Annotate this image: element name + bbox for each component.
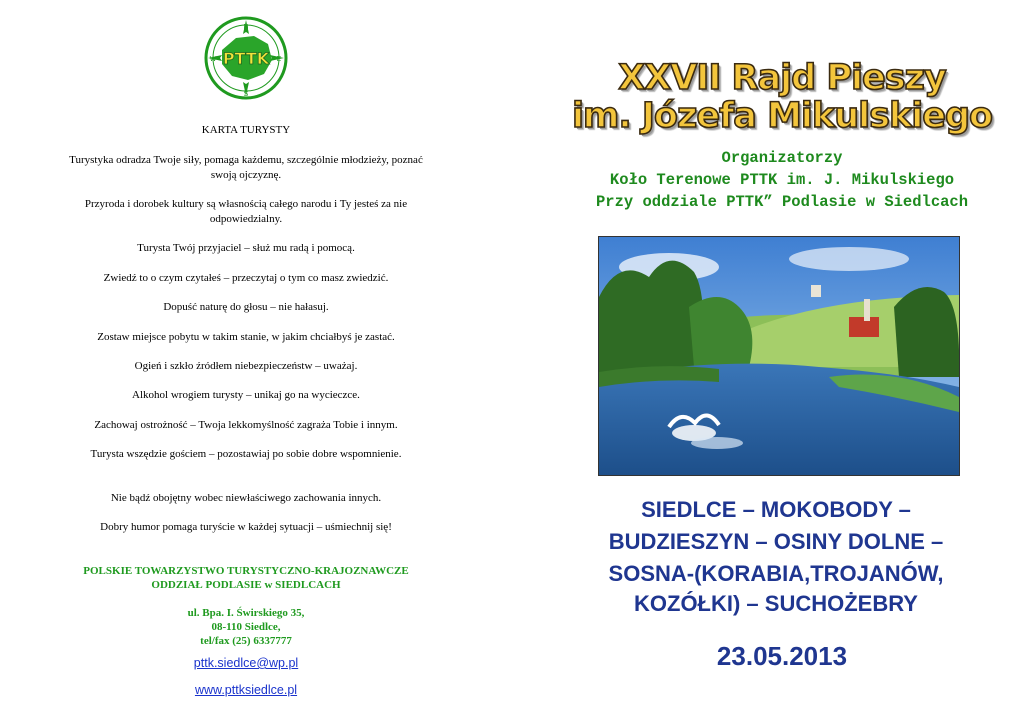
card-heading: KARTA TURYSTY: [201, 124, 291, 136]
river-landscape-image: [599, 237, 959, 475]
email-link[interactable]: pttk.siedlce@wp.pl: [193, 656, 299, 670]
pttk-logo: [202, 14, 290, 102]
organizer-line-2: Przy oddziale PTTK” Podlasie w Siedlcach: [595, 193, 969, 211]
compass-e: E: [276, 56, 282, 63]
website-link[interactable]: www.pttksiedlce.pl: [194, 683, 298, 697]
rule-5: Dopuść naturę do głosu – nie hałasuj.: [163, 301, 329, 313]
rally-title: XXVII Rajd Pieszy: [618, 58, 946, 98]
rule-6: Zostaw miejsce pobytu w takim stanie, w jakim chciałbyś je zastać.: [97, 331, 395, 343]
compass-s: S: [243, 91, 249, 98]
address-city: 08-110 Siedlce,: [211, 621, 281, 633]
compass-w: W: [209, 56, 217, 63]
compass-n: N: [243, 24, 249, 31]
route-line-3: SOSNA-(KORABIA,TROJANÓW,: [608, 561, 944, 586]
rule-11: Nie bądź obojętny wobec niewłaściwego zachowania innych.: [110, 492, 382, 504]
address-phone: tel/fax (25) 6337777: [200, 635, 292, 647]
rule-2: Przyroda i dorobek kultury są własnością całego narodu i Ty jesteś za nie odpowiedzialny.: [84, 198, 408, 225]
org-name-2: ODDZIAŁ PODLASIE w SIEDLCACH: [151, 579, 341, 591]
organizer-line-1: Koło Terenowe PTTK im. J. Mikulskiego: [609, 171, 955, 189]
right-panel: [540, 0, 1024, 724]
rally-date: 23.05.2013: [716, 641, 848, 671]
rule-4: Zwiedź to o czym czytałeś – przeczytaj o tym co masz zwiedzić.: [103, 272, 389, 284]
rule-12: Dobry humor pomaga turyście w każdej sytuacji – uśmiechnij się!: [100, 521, 392, 533]
landscape-photo: [598, 236, 960, 476]
route-line-4: KOZÓŁKI) – SUCHOŻEBRY: [634, 591, 918, 616]
rule-9: Zachowaj ostrożność – Twoja lekkomyślność zagraża Tobie i innym.: [94, 419, 398, 431]
route-line-2: BUDZIESZYN – OSINY DOLNE –: [608, 529, 944, 554]
left-panel: [40, 0, 452, 724]
rule-8: Alkohol wrogiem turysty – unikaj go na wycieczce.: [132, 389, 360, 401]
rule-3: Turysta Twój przyjaciel – służ mu radą i pomocą.: [137, 242, 355, 254]
route-line-1: SIEDLCE – MOKOBODY –: [641, 497, 911, 522]
organizers-label: Organizatorzy: [721, 149, 843, 167]
logo-text: PTTK: [222, 49, 270, 68]
rule-1: Turystyka odradza Twoje siły, pomaga każdemu, szczególnie młodzieży, poznać swoją ojczyznę.: [69, 154, 423, 181]
rally-title-patron: im. Józefa Mikulskiego: [571, 96, 993, 136]
org-name-1: POLSKIE TOWARZYSTWO TURYSTYCZNO-KRAJOZNAWCZE: [83, 565, 409, 577]
rule-10: Turysta wszędzie gościem – pozostawiaj po sobie dobre wspomnienie.: [90, 448, 402, 460]
address-street: ul. Bpa. I. Świrskiego 35,: [187, 607, 305, 619]
rule-7: Ogień i szkło źródłem niebezpieczeństw – uważaj.: [134, 360, 358, 372]
